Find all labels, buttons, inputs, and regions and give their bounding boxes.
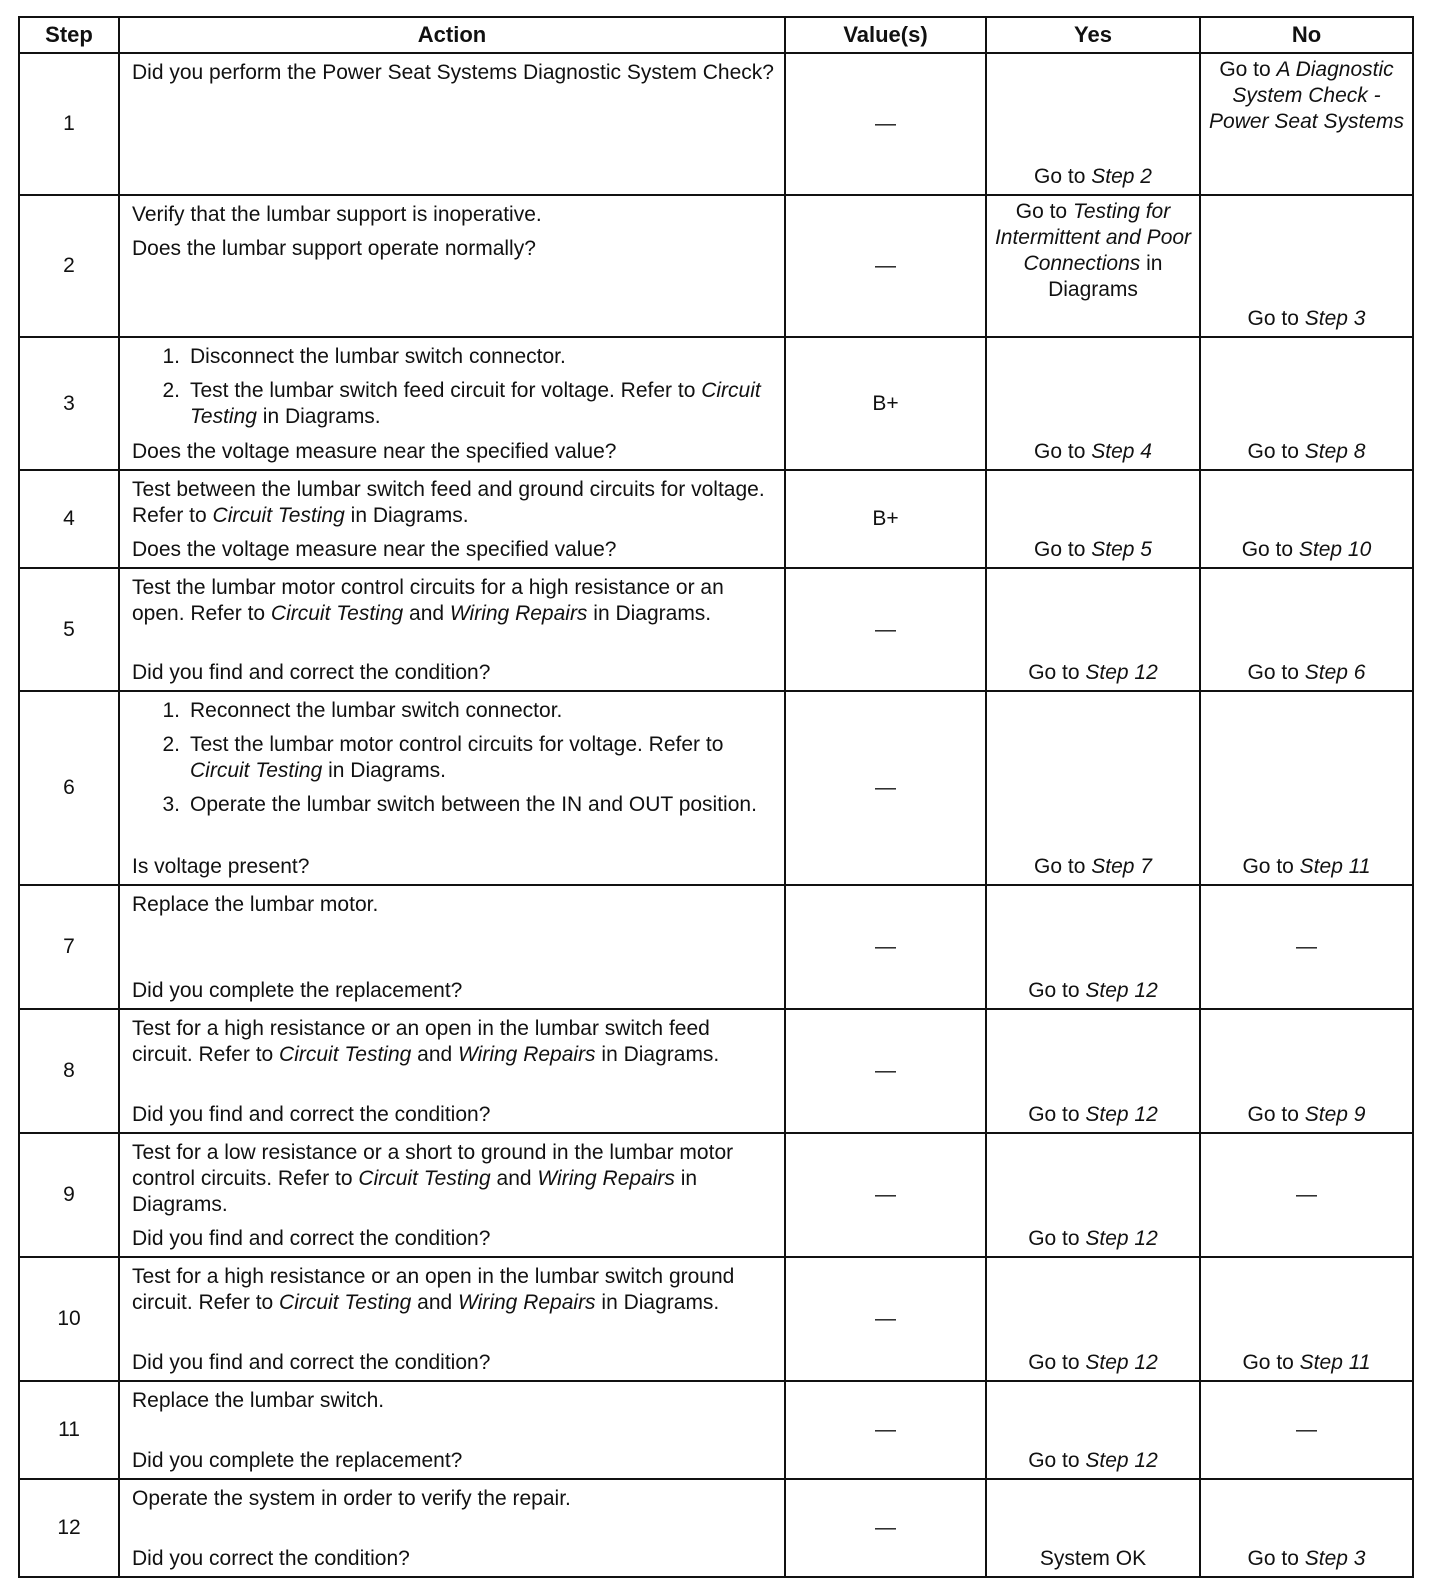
header-step: Step — [19, 17, 119, 53]
step-number: 6 — [19, 691, 119, 885]
value-cell: — — [785, 1381, 986, 1479]
action-instructions — [132, 1388, 774, 1414]
action-question: Did you complete the replacement? — [132, 1449, 463, 1472]
reference-text: Step 9 — [1304, 1103, 1366, 1126]
action-instructions — [132, 1016, 774, 1068]
action-step-number: 2. — [162, 379, 180, 402]
action-cell — [119, 195, 785, 337]
yes-answer — [1028, 1102, 1158, 1128]
action-instructions — [132, 477, 774, 529]
action-cell — [119, 1009, 785, 1133]
reference-text: Wiring Repairs — [458, 1043, 596, 1066]
step-number: 1 — [19, 53, 119, 195]
header-values: Value(s) — [785, 17, 986, 53]
action-instructions — [132, 575, 774, 627]
yes-cell — [986, 195, 1200, 337]
no-cell: — — [1200, 1133, 1413, 1257]
action-cell — [119, 568, 785, 691]
action-paragraph — [132, 575, 774, 627]
text-span: Reconnect the lumbar switch connector. — [190, 699, 563, 722]
text-span: in Diagrams. — [322, 759, 446, 782]
yes-cell — [986, 1009, 1200, 1133]
action-cell — [119, 885, 785, 1009]
text-span: in Diagrams. — [256, 405, 381, 428]
step-number: 8 — [19, 1009, 119, 1133]
action-step-text — [190, 344, 774, 370]
action-paragraph — [132, 1264, 774, 1316]
no-cell — [1200, 53, 1413, 195]
value-cell: B+ — [785, 337, 986, 470]
yes-answer — [1034, 439, 1152, 465]
yes-content — [987, 692, 1199, 884]
step-number: 3 — [19, 337, 119, 470]
action-question: Did you find and correct the condition? — [132, 1351, 491, 1374]
text-span: Replace the lumbar motor. — [132, 893, 379, 916]
yes-answer — [1028, 1226, 1158, 1252]
table-row — [19, 1009, 1413, 1133]
action-cell — [119, 337, 785, 470]
no-cell: — — [1200, 1381, 1413, 1479]
action-step-text — [190, 698, 774, 724]
action-step-text — [190, 378, 774, 430]
text-span: Operate the system in order to verify the repair. — [132, 1487, 571, 1510]
action-question: Did you find and correct the condition? — [132, 1227, 491, 1250]
reference-text: Circuit Testing — [279, 1291, 412, 1314]
text-span: in Diagrams — [1048, 252, 1163, 301]
action-step-item — [132, 344, 774, 370]
yes-answer — [1028, 660, 1158, 686]
no-answer — [1242, 537, 1372, 563]
no-cell — [1200, 470, 1413, 568]
no-content — [1201, 1258, 1412, 1380]
text-span: Go to — [1034, 855, 1092, 878]
text-span: Go to — [1247, 1547, 1305, 1570]
action-steps-list — [132, 344, 774, 430]
action-content — [120, 471, 784, 567]
reference-text: Step 12 — [1085, 1449, 1158, 1472]
action-paragraph — [132, 1388, 774, 1414]
action-paragraph: Does the lumbar support operate normally? — [132, 237, 536, 260]
value-cell: — — [785, 568, 986, 691]
text-span: Go to — [1034, 538, 1092, 561]
action-question: Did you find and correct the condition? — [132, 1103, 491, 1126]
action-question: Is voltage present? — [132, 855, 310, 878]
no-cell — [1200, 691, 1413, 885]
text-span: Test for a high resistance or an open in the lumbar switch ground circuit. Refer to — [132, 1265, 735, 1314]
action-step-item — [132, 698, 774, 724]
text-span: in Diagrams. — [344, 504, 469, 527]
no-answer — [1248, 306, 1366, 332]
action-steps-list — [132, 698, 774, 818]
text-span: Go to — [1015, 200, 1073, 223]
reference-text: Step 12 — [1085, 1351, 1158, 1374]
no-answer — [1242, 854, 1370, 880]
action-step-text — [190, 792, 774, 818]
text-span: Go to — [1219, 58, 1277, 81]
step-number: 2 — [19, 195, 119, 337]
no-cell — [1200, 337, 1413, 470]
no-cell: — — [1200, 885, 1413, 1009]
action-step-item — [132, 378, 774, 430]
text-span: Test between the lumbar switch feed and ground circuits for voltage. Refer to — [132, 478, 765, 527]
text-span: Test for a low resistance or a short to ground in the lumbar motor control circuits. Refer to — [132, 1141, 734, 1190]
reference-text: Wiring Repairs — [449, 602, 588, 625]
value-cell: B+ — [785, 470, 986, 568]
reference-text: Wiring Repairs — [458, 1291, 596, 1314]
no-answer — [1248, 660, 1366, 686]
text-span: Operate the lumbar switch between the IN and OUT position. — [190, 793, 757, 816]
text-span: Test the lumbar switch feed circuit for voltage. Refer to — [190, 379, 702, 402]
value-cell: — — [785, 1009, 986, 1133]
no-cell — [1200, 1009, 1413, 1133]
yes-answer — [993, 199, 1193, 303]
yes-answer — [1028, 978, 1158, 1004]
value-cell: — — [785, 1479, 986, 1577]
table-row — [19, 568, 1413, 691]
no-content — [1201, 54, 1412, 194]
no-content — [1201, 1010, 1412, 1132]
yes-answer — [1028, 1350, 1158, 1376]
reference-text: Step 7 — [1091, 855, 1152, 878]
reference-text: Step 3 — [1304, 1547, 1366, 1570]
table-row — [19, 1133, 1413, 1257]
step-number: 11 — [19, 1381, 119, 1479]
text-span: Go to — [1028, 1227, 1086, 1250]
action-instructions — [132, 202, 774, 262]
action-cell — [119, 1257, 785, 1381]
yes-answer — [1040, 1546, 1146, 1572]
table-row — [19, 195, 1413, 337]
no-content — [1201, 569, 1412, 690]
yes-cell — [986, 470, 1200, 568]
value-cell: — — [785, 1257, 986, 1381]
yes-cell — [986, 53, 1200, 195]
yes-content — [987, 338, 1199, 469]
action-paragraph — [132, 477, 774, 529]
table-row — [19, 885, 1413, 1009]
step-number: 4 — [19, 470, 119, 568]
table-row — [19, 1479, 1413, 1577]
text-span: Go to — [1242, 855, 1300, 878]
action-paragraph — [132, 1140, 774, 1218]
action-content — [120, 1480, 784, 1576]
action-paragraph — [132, 1486, 774, 1512]
text-span: Test the lumbar motor control circuits for a high resistance or an open. Refer to — [132, 576, 724, 625]
reference-text: Step 2 — [1091, 165, 1152, 188]
action-cell — [119, 1133, 785, 1257]
text-span: Go to — [1247, 1103, 1305, 1126]
reference-text: Testing for Intermittent and Poor Connections — [994, 200, 1192, 275]
action-instructions — [132, 344, 774, 438]
no-answer — [1248, 1102, 1366, 1128]
action-instructions — [132, 1140, 774, 1218]
reference-text: Wiring Repairs — [537, 1167, 675, 1190]
action-question: Does the voltage measure near the specified value? — [132, 440, 617, 463]
reference-text: Circuit Testing — [279, 1043, 412, 1066]
action-paragraph — [132, 1016, 774, 1068]
action-content — [120, 1258, 784, 1380]
yes-cell — [986, 691, 1200, 885]
yes-cell — [986, 568, 1200, 691]
text-span: Go to — [1028, 1103, 1086, 1126]
action-content — [120, 886, 784, 1008]
text-span: Go to — [1241, 538, 1299, 561]
yes-cell — [986, 1133, 1200, 1257]
table-row — [19, 337, 1413, 470]
reference-text: Step 12 — [1085, 979, 1158, 1002]
table-row — [19, 470, 1413, 568]
text-span: Go to — [1242, 1351, 1300, 1374]
header-action: Action — [119, 17, 785, 53]
reference-text: Step 6 — [1304, 661, 1366, 684]
action-instructions — [132, 892, 774, 918]
no-answer — [1207, 57, 1406, 135]
reference-text: Step 4 — [1091, 440, 1152, 463]
yes-content — [987, 569, 1199, 690]
text-span: and — [411, 1043, 459, 1066]
diagnostic-table — [18, 16, 1414, 1578]
reference-text: Step 12 — [1085, 661, 1158, 684]
text-span: System OK — [1039, 1547, 1147, 1570]
text-span: in Diagrams. — [595, 1291, 720, 1314]
table-row — [19, 53, 1413, 195]
action-content — [120, 569, 784, 690]
table-row — [19, 691, 1413, 885]
table-row — [19, 1381, 1413, 1479]
reference-text: Circuit Testing — [212, 504, 345, 527]
text-span: and — [403, 602, 450, 625]
text-span: Go to — [1028, 1351, 1086, 1374]
text-span: in Diagrams. — [132, 1167, 698, 1216]
text-span: in Diagrams. — [587, 602, 712, 625]
yes-cell — [986, 337, 1200, 470]
action-question: Did you complete the replacement? — [132, 979, 463, 1002]
action-step-item — [132, 732, 774, 784]
action-content — [120, 54, 784, 194]
action-cell — [119, 470, 785, 568]
no-content — [1201, 471, 1412, 567]
text-span: and — [490, 1167, 538, 1190]
value-cell: — — [785, 691, 986, 885]
yes-content — [987, 1480, 1199, 1576]
no-answer — [1248, 439, 1366, 465]
yes-content — [987, 54, 1199, 194]
yes-content — [987, 1010, 1199, 1132]
step-number: 9 — [19, 1133, 119, 1257]
action-cell — [119, 691, 785, 885]
action-instructions — [132, 1486, 774, 1512]
reference-text: Step 3 — [1304, 307, 1366, 330]
text-span: Test the lumbar motor control circuits for voltage. Refer to — [190, 733, 724, 756]
action-step-number: 2. — [162, 733, 180, 756]
table-row — [19, 1257, 1413, 1381]
header-yes: Yes — [986, 17, 1200, 53]
yes-answer — [1034, 537, 1152, 563]
no-answer — [1248, 1546, 1366, 1572]
text-span: Go to — [1247, 307, 1305, 330]
no-content — [1201, 196, 1412, 336]
action-content — [120, 1010, 784, 1132]
value-cell: — — [785, 195, 986, 337]
yes-content — [987, 886, 1199, 1008]
reference-text: Circuit Testing — [358, 1167, 491, 1190]
text-span: in Diagrams. — [595, 1043, 720, 1066]
action-content — [120, 692, 784, 884]
yes-answer — [1028, 1448, 1158, 1474]
value-cell: — — [785, 1133, 986, 1257]
action-instructions — [132, 60, 774, 86]
reference-text: Step 11 — [1299, 855, 1371, 878]
yes-cell — [986, 1257, 1200, 1381]
no-cell — [1200, 1257, 1413, 1381]
header-row — [19, 17, 1413, 53]
no-cell — [1200, 195, 1413, 337]
action-cell — [119, 53, 785, 195]
yes-answer — [1034, 164, 1152, 190]
action-content — [120, 1134, 784, 1256]
reference-text: Circuit Testing — [270, 602, 404, 625]
reference-text: Step 8 — [1304, 440, 1366, 463]
no-content — [1201, 1480, 1412, 1576]
yes-content — [987, 471, 1199, 567]
reference-text: Step 10 — [1298, 538, 1372, 561]
text-span: Go to — [1028, 1449, 1086, 1472]
reference-text: Circuit Testing — [190, 759, 323, 782]
action-step-item — [132, 792, 774, 818]
no-content — [1201, 338, 1412, 469]
step-number: 5 — [19, 568, 119, 691]
text-span: Go to — [1247, 661, 1305, 684]
yes-cell — [986, 885, 1200, 1009]
reference-text: Step 5 — [1091, 538, 1152, 561]
action-question: Does the voltage measure near the specified value? — [132, 538, 617, 561]
text-span: Go to — [1034, 440, 1092, 463]
action-question: Did you find and correct the condition? — [132, 661, 491, 684]
text-span: Replace the lumbar switch. — [132, 1389, 385, 1412]
header-no: No — [1200, 17, 1413, 53]
text-span: Go to — [1028, 661, 1086, 684]
action-content — [120, 196, 784, 336]
action-paragraph: Did you perform the Power Seat Systems Diagnostic System Check? — [132, 61, 774, 84]
yes-content — [987, 1382, 1199, 1478]
reference-text: Step 12 — [1085, 1227, 1158, 1250]
yes-content — [987, 1258, 1199, 1380]
text-span: Go to — [1247, 440, 1305, 463]
step-number: 10 — [19, 1257, 119, 1381]
reference-text: Step 12 — [1085, 1103, 1158, 1126]
action-question: Did you correct the condition? — [132, 1547, 410, 1570]
value-cell: — — [785, 885, 986, 1009]
action-step-number: 1. — [162, 345, 180, 368]
reference-text: A Diagnostic System Check - Power Seat Systems — [1209, 58, 1404, 133]
yes-cell — [986, 1479, 1200, 1577]
reference-text: Step 11 — [1299, 1351, 1371, 1374]
yes-content — [987, 196, 1199, 336]
table-body — [19, 53, 1413, 1577]
value-cell: — — [785, 53, 986, 195]
action-step-number: 1. — [162, 699, 180, 722]
step-number: 12 — [19, 1479, 119, 1577]
yes-content — [987, 1134, 1199, 1256]
text-span: Go to — [1034, 165, 1092, 188]
action-content — [120, 338, 784, 469]
text-span: Test for a high resistance or an open in the lumbar switch feed circuit. Refer to — [132, 1017, 710, 1066]
yes-cell — [986, 1381, 1200, 1479]
action-cell — [119, 1479, 785, 1577]
action-cell — [119, 1381, 785, 1479]
action-step-text — [190, 732, 774, 784]
text-span: Go to — [1028, 979, 1086, 1002]
action-paragraph: Verify that the lumbar support is inoperative. — [132, 203, 542, 226]
action-instructions — [132, 1264, 774, 1316]
action-step-number: 3. — [162, 793, 180, 816]
no-answer — [1242, 1350, 1370, 1376]
reference-text: Circuit Testing — [190, 379, 761, 428]
no-content — [1201, 692, 1412, 884]
action-instructions — [132, 698, 774, 826]
step-number: 7 — [19, 885, 119, 1009]
action-content — [120, 1382, 784, 1478]
text-span: and — [411, 1291, 459, 1314]
text-span: Disconnect the lumbar switch connector. — [190, 345, 566, 368]
no-cell — [1200, 1479, 1413, 1577]
yes-answer — [1034, 854, 1152, 880]
no-cell — [1200, 568, 1413, 691]
action-paragraph — [132, 892, 774, 918]
